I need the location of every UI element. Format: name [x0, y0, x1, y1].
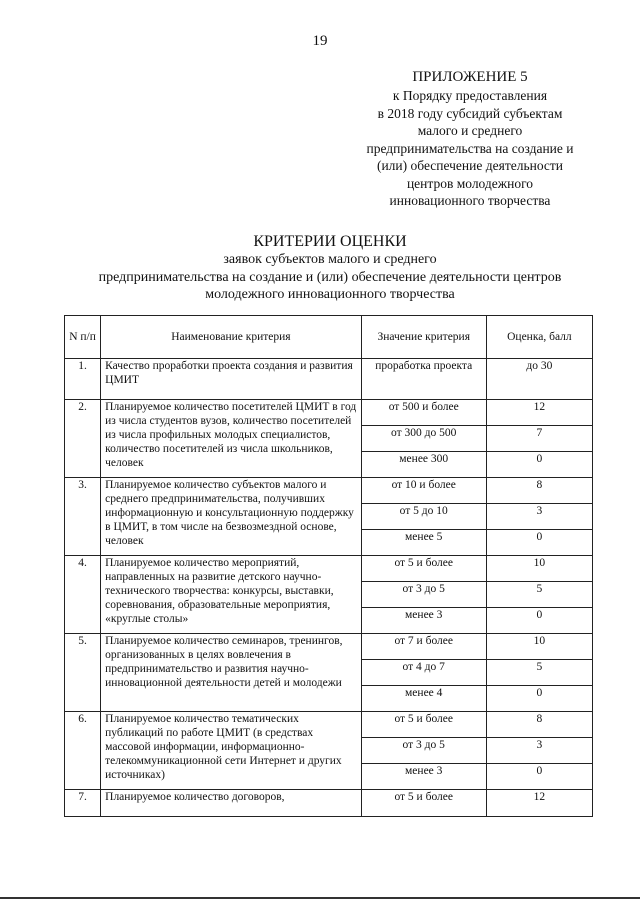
- appendix-line: инновационного творчества: [389, 193, 551, 208]
- table-row: [65, 712, 593, 738]
- criteria-subtitle-line: молодежного инновационного творчества: [205, 287, 455, 302]
- row-score: 10: [486, 634, 592, 660]
- table-header-row: [65, 316, 593, 359]
- row-num: 3.: [65, 478, 101, 556]
- row-value: от 5 до 10: [361, 504, 486, 530]
- row-score: 3: [486, 504, 592, 530]
- header-score: Оценка, балл: [486, 316, 592, 359]
- row-score: 10: [486, 556, 592, 582]
- header-num: N п/п: [65, 316, 101, 359]
- appendix-line: (или) обеспечение деятельности: [376, 158, 564, 173]
- row-num: 6.: [65, 712, 101, 790]
- row-name: Планируемое количество субъектов малого и среднего предпринимательства, получивших информационную и консультационную поддержку в ЦМИТ, в том числе на безвозмездной основе, человек: [101, 478, 362, 556]
- row-score: 0: [486, 686, 592, 712]
- appendix-block: [340, 68, 600, 210]
- row-num: 4.: [65, 556, 101, 634]
- header-value: Значение критерия: [361, 316, 486, 359]
- row-value: от 300 до 500: [361, 426, 486, 452]
- row-score: 7: [486, 426, 592, 452]
- table-row: [65, 359, 593, 400]
- row-value: от 5 и более: [361, 790, 486, 817]
- row-score: 8: [486, 712, 592, 738]
- row-value: от 3 до 5: [361, 582, 486, 608]
- row-num: 2.: [65, 400, 101, 478]
- row-num: 5.: [65, 634, 101, 712]
- table-row: [65, 400, 593, 426]
- row-name: Планируемое количество договоров,: [101, 790, 362, 817]
- row-value: менее 5: [361, 530, 486, 556]
- scan-edge-line: [0, 897, 640, 899]
- appendix-line: к Порядку предоставления: [392, 88, 548, 103]
- row-score: 0: [486, 608, 592, 634]
- criteria-table: [64, 315, 593, 817]
- row-value: проработка проекта: [361, 359, 486, 400]
- row-name: Планируемое количество мероприятий, направленных на развитие детского научно-технического творчества: конкурсы, выставки, соревнования, образовательные мероприятия, «круглые столы»: [101, 556, 362, 634]
- row-num: 7.: [65, 790, 101, 817]
- row-score: 0: [486, 530, 592, 556]
- row-value: менее 4: [361, 686, 486, 712]
- row-value: от 3 до 5: [361, 738, 486, 764]
- row-score: 0: [486, 764, 592, 790]
- criteria-heading: [60, 232, 600, 304]
- row-name: Планируемое количество тематических публикаций по работе ЦМИТ (в средствах массовой информации, информационно-телекоммуникационной сети Интернет и других источниках): [101, 712, 362, 790]
- row-score: 0: [486, 452, 592, 478]
- table-row: [65, 790, 593, 817]
- row-value: от 5 и более: [361, 556, 486, 582]
- row-value: от 7 и более: [361, 634, 486, 660]
- row-value: от 4 до 7: [361, 660, 486, 686]
- row-value: от 500 и более: [361, 400, 486, 426]
- row-value: от 5 и более: [361, 712, 486, 738]
- row-score: 5: [486, 582, 592, 608]
- row-score: до 30: [486, 359, 592, 400]
- row-name: Качество проработки проекта создания и развития ЦМИТ: [101, 359, 362, 400]
- appendix-title: ПРИЛОЖЕНИЕ 5: [412, 69, 528, 85]
- row-name: Планируемое количество семинаров, тренингов, организованных в целях вовлечения в предпринимательство и развития научно-инновационной деятельности детей и молодежи: [101, 634, 362, 712]
- table-row: [65, 478, 593, 504]
- row-score: 3: [486, 738, 592, 764]
- appendix-line: малого и среднего: [417, 123, 523, 138]
- page-number: 19: [312, 33, 328, 49]
- row-score: 5: [486, 660, 592, 686]
- row-name: Планируемое количество посетителей ЦМИТ в год из числа студентов вузов, количество посетителей из числа профильных молодых специалистов, количество посетителей из числа школьников, человек: [101, 400, 362, 478]
- row-score: 8: [486, 478, 592, 504]
- row-score: 12: [486, 790, 592, 817]
- row-value: менее 3: [361, 608, 486, 634]
- appendix-line: предпринимательства на создание и: [366, 140, 574, 156]
- criteria-subtitle-line: заявок субъектов малого и среднего: [223, 252, 437, 267]
- appendix-line: в 2018 году субсидий субъектам: [377, 105, 563, 121]
- appendix-line: центров молодежного: [406, 175, 534, 191]
- table-row: [65, 556, 593, 582]
- table-row: [65, 634, 593, 660]
- header-name: Наименование критерия: [101, 316, 362, 359]
- row-value: менее 300: [361, 452, 486, 478]
- row-value: менее 3: [361, 764, 486, 790]
- row-score: 12: [486, 400, 592, 426]
- criteria-subtitle-line: предпринимательства на создание и (или) обеспечение деятельности центров: [98, 269, 562, 285]
- row-value: от 10 и более: [361, 478, 486, 504]
- row-num: 1.: [65, 359, 101, 400]
- criteria-title: КРИТЕРИИ ОЦЕНКИ: [253, 233, 407, 250]
